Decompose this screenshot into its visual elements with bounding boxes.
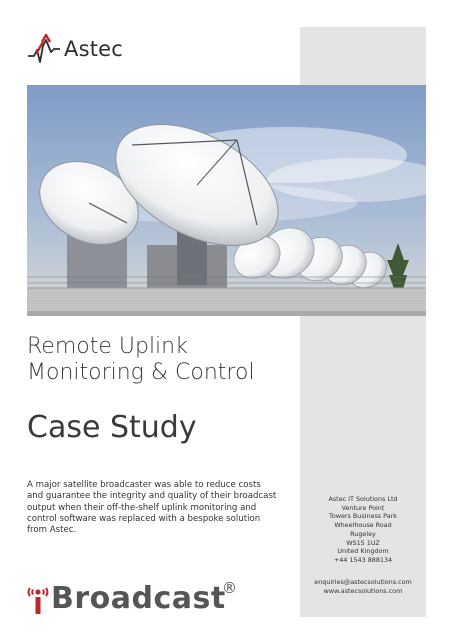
address-line: WS15 1UZ <box>346 538 380 547</box>
website-link[interactable]: www.astecsolutions.com <box>323 587 403 595</box>
broadcast-brand <box>25 578 226 618</box>
astec-mountain-wave-icon <box>26 32 62 66</box>
registered-mark: ® <box>222 579 237 597</box>
astec-logo <box>26 32 123 66</box>
address-line: Rugeley <box>350 529 376 538</box>
email-link[interactable]: enquiries@astecsolutions.com <box>314 578 412 586</box>
contact-info <box>300 578 426 596</box>
address-line: Astec IT Solutions Ltd <box>328 495 398 503</box>
hero-satellite-image <box>27 85 426 316</box>
broadcast-antenna-icon <box>25 580 51 616</box>
page-title <box>27 334 255 386</box>
address-line: +44 1543 888134 <box>333 555 393 564</box>
company-address <box>300 495 426 565</box>
address-line: Venture Point <box>341 503 385 512</box>
summary-text: A major satellite broadcaster was able to reduce costs and guarantee the integrity and quality of their broadcast output when their off-the-shelf uplink monitoring and control software was replaced with a bespoke solution from Astec. <box>27 480 277 536</box>
brand-text: Broadcast <box>51 580 226 616</box>
address-line: Wheelhouse Road <box>334 521 392 530</box>
title-line-1: Remote Uplink <box>27 334 188 359</box>
address-line: United Kingdom <box>337 547 389 556</box>
address-line: Towers Business Park <box>329 512 397 521</box>
title-line-2: Monitoring & Control <box>27 360 255 385</box>
page-subtitle: Case Study <box>27 410 197 445</box>
logo-text: Astec <box>64 37 124 61</box>
satellite-dishes-illustration <box>27 85 426 316</box>
